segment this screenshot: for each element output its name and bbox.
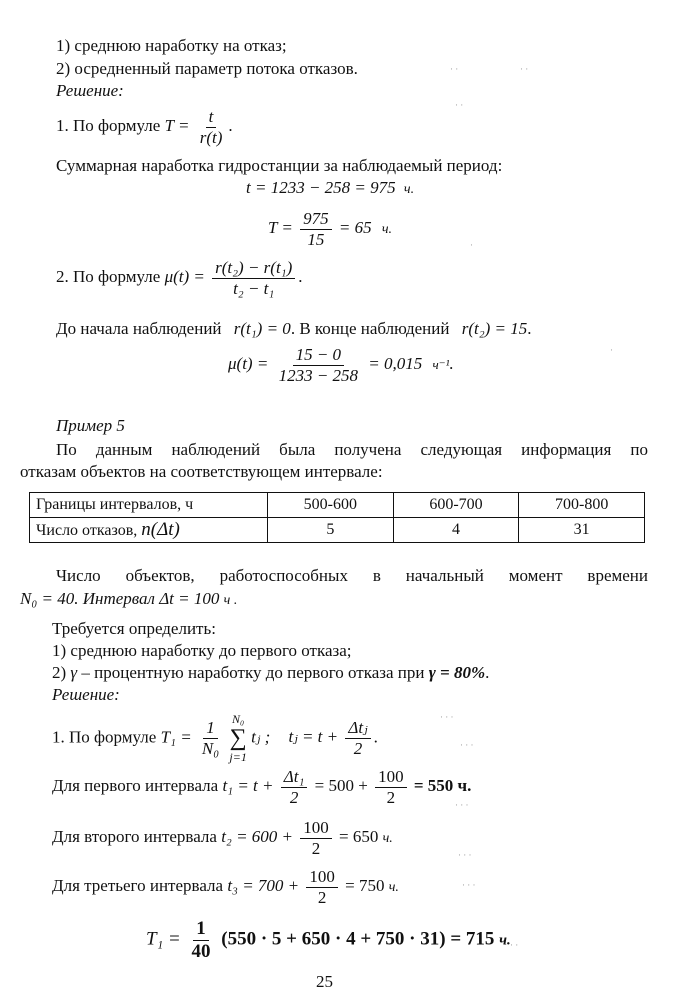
- scan-speck: · ·: [450, 64, 459, 74]
- step1-fraction: [197, 107, 226, 147]
- int1-f2-den: 2: [386, 787, 396, 807]
- end-eq: r(t₂) = 15: [461, 319, 528, 338]
- T-eq-unit: ч.: [381, 221, 393, 237]
- table-header-label: Границы интервалов, ч: [30, 493, 268, 518]
- total-line: Суммарная наработка гидростанции за наблюдаемый период:: [56, 156, 503, 175]
- table-interval: 500-600: [268, 493, 394, 518]
- objects-unit: ч .: [223, 593, 238, 608]
- list-item-2: 2) осредненный параметр потока отказов.: [56, 59, 358, 78]
- scan-speck: ·: [610, 345, 613, 355]
- observation-line: До начала наблюдений r(t₁) = 0. В конце наблюдений r(t₂) = 15.: [56, 319, 532, 338]
- table-interval: 700-800: [519, 493, 645, 518]
- int3-frac: [306, 867, 338, 907]
- table-row: [30, 518, 645, 543]
- mu-eq-lhs: μ(t) =: [228, 353, 269, 373]
- scan-speck: · ·: [510, 940, 519, 950]
- solution-label-2: Решение:: [52, 685, 120, 704]
- final-den: 40: [191, 940, 211, 962]
- table-interval: 600-700: [393, 493, 519, 518]
- end-obs: . В конце наблюдений: [290, 319, 450, 338]
- step3-num: 1: [203, 718, 218, 739]
- step1-lhs: T =: [164, 115, 190, 135]
- step3-fraction: [199, 718, 222, 758]
- sum-bottom: j=1: [229, 750, 247, 765]
- int3-den: 2: [317, 887, 327, 907]
- int2-rhs: = 650: [339, 826, 379, 846]
- int2-num: 100: [300, 818, 332, 839]
- int3-label: Для третьего интервала: [52, 875, 224, 895]
- objects-N0: N₀ = 40: [20, 589, 75, 608]
- step3-prefix: 1. По формуле: [52, 727, 157, 747]
- int3-num: 100: [306, 867, 338, 888]
- req2-gamma-eq: γ = 80%: [428, 663, 486, 682]
- int2-label: Для второго интервала: [52, 826, 217, 846]
- solution-label: Решение:: [56, 81, 124, 100]
- int1-lhs: t₁ = t +: [222, 775, 274, 795]
- before-eq: r(t₁) = 0: [233, 319, 291, 338]
- table-count: 4: [393, 518, 519, 543]
- row-label-text: Число отказов,: [36, 521, 138, 539]
- step2-prefix: 2. По формуле: [56, 266, 161, 286]
- T-eq-den: 15: [307, 229, 325, 249]
- t-eq-text: t = 1233 − 258 = 975: [246, 178, 396, 197]
- table-row-label: [30, 518, 268, 543]
- int1-frac2: [375, 767, 407, 807]
- int1-mid: = 500 +: [314, 775, 368, 795]
- int2-unit: ч.: [382, 830, 393, 846]
- table-count: 31: [519, 518, 645, 543]
- scan-speck: · ·: [455, 100, 464, 110]
- scan-speck: · ·: [520, 64, 529, 74]
- list-item-1: 1) среднюю наработку на отказ;: [56, 36, 287, 55]
- tj-den: 2: [353, 738, 363, 758]
- example-text-1: По данным наблюдений была получена следующая информация по: [56, 440, 648, 459]
- int1-label: Для первого интервала: [52, 775, 219, 795]
- intervals-table: [29, 492, 645, 543]
- table-count: 5: [268, 518, 394, 543]
- int1-f1-num: Δt₁: [281, 767, 308, 788]
- required-title: Требуется определить:: [52, 619, 216, 638]
- scan-speck: ·: [470, 240, 473, 250]
- int2-frac: [300, 818, 332, 858]
- interval-3-line: [52, 867, 399, 907]
- req2-gamma: γ: [70, 663, 78, 682]
- step1-den: r(t): [199, 127, 223, 147]
- scan-speck: · · ·: [458, 850, 472, 860]
- interval-2-line: [52, 818, 393, 858]
- T-eq-num: 975: [300, 209, 332, 230]
- step1-num: t: [206, 107, 217, 128]
- t-eq-unit: ч.: [403, 182, 415, 197]
- step2-fraction: [212, 258, 295, 298]
- final-unit: ч.: [499, 932, 511, 949]
- required-item-2: 2) γ – процентную наработку до первого отказа при γ = 80%.: [52, 663, 490, 682]
- tj-num: Δtⱼ: [345, 718, 370, 739]
- table-row: [30, 493, 645, 518]
- int2-den: 2: [311, 838, 321, 858]
- objects-interval-label: . Интервал: [74, 589, 155, 608]
- example-label: Пример 5: [56, 416, 125, 435]
- int1-rhs: = 550 ч.: [413, 775, 472, 795]
- final-num: 1: [193, 918, 209, 941]
- step2-num: r(t₂) − r(t₁): [212, 258, 295, 279]
- page-number: 25: [316, 972, 333, 991]
- t-equation: [246, 178, 414, 199]
- mu-eq-unit: ч⁻¹: [432, 356, 450, 372]
- int3-lhs: t₃ = 700 +: [227, 875, 300, 895]
- req2-num: 2): [52, 663, 67, 682]
- scan-speck: · · ·: [462, 880, 476, 890]
- step2-den: t₂ − t₁: [233, 278, 275, 298]
- sigma-icon: ∑: [229, 725, 247, 752]
- req2-text: – процентную наработку до первого отказа при: [81, 663, 425, 682]
- formula-step2: 2. По формуле μ(t) = $\frac{\text{r(t₂) − r(t₁)}}{\text{t₂ − t₁}}$ .: [56, 258, 303, 298]
- step3-den: N₀: [201, 738, 220, 758]
- formula-step1: 1. По формуле T = $\frac{t}{r(t)}$ .: [56, 107, 233, 147]
- mu-eq-rhs: = 0,015: [368, 353, 423, 373]
- row-label-symbol: n(Δt): [141, 518, 180, 540]
- required-item-1: 1) среднюю наработку до первого отказа;: [52, 641, 352, 660]
- final-frac: [189, 918, 214, 963]
- mu-eq-fraction: [276, 345, 361, 385]
- step3-lhs: T₁ =: [160, 727, 192, 747]
- tj-fraction: [345, 718, 370, 758]
- int1-f1-den: 2: [289, 787, 299, 807]
- final-expr: (550 · 5 + 650 · 4 + 750 · 31) = 715: [221, 928, 495, 950]
- T-equation: [268, 209, 392, 249]
- before-obs: До начала наблюдений: [56, 319, 222, 338]
- T-eq-lhs: T =: [268, 217, 293, 237]
- mu-eq-den: 1233 − 258: [278, 365, 359, 385]
- final-lhs: T₁ =: [146, 928, 181, 950]
- int2-lhs: t₂ = 600 +: [221, 826, 294, 846]
- example-text-2: отказам объектов на соответствующем интервале:: [20, 462, 383, 481]
- objects-line-1: Число объектов, работоспособных в начальный момент времени: [56, 566, 648, 585]
- sum-sign: [229, 712, 246, 765]
- interval-1-line: [52, 767, 471, 807]
- scan-speck: · · ·: [440, 712, 454, 722]
- final-equation: [146, 918, 511, 963]
- int3-rhs: = 750: [345, 875, 385, 895]
- scan-speck: · · ·: [460, 740, 474, 750]
- step2-lhs: μ(t) =: [164, 266, 205, 286]
- step1-prefix: 1. По формуле: [56, 115, 161, 135]
- int1-f2-num: 100: [375, 767, 407, 788]
- T-eq-rhs: = 65: [338, 217, 372, 237]
- objects-dt: Δt = 100: [159, 589, 220, 608]
- mu-equation: μ(t) = $\frac{15 - 0}{1233 - 258}$ = 0,015 ч⁻¹.: [228, 345, 454, 385]
- T-eq-fraction: [300, 209, 332, 249]
- scan-speck: · · ·: [455, 800, 469, 810]
- mu-eq-num: 15 − 0: [293, 345, 344, 366]
- tj-lhs: tⱼ = t +: [288, 727, 339, 747]
- formula-step3: 1. По формуле T₁ = $\frac{1}{\text{N₀}}$ N₀ ∑ j=1 tⱼ ; tⱼ = t + $\frac{\text{Δtⱼ}}{2}$ .: [52, 712, 378, 765]
- objects-line-2: [20, 589, 237, 610]
- sum-top: N₀: [232, 712, 245, 726]
- sum-term: tⱼ ;: [251, 727, 271, 747]
- int1-frac1: [281, 767, 308, 807]
- int3-unit: ч.: [388, 879, 399, 895]
